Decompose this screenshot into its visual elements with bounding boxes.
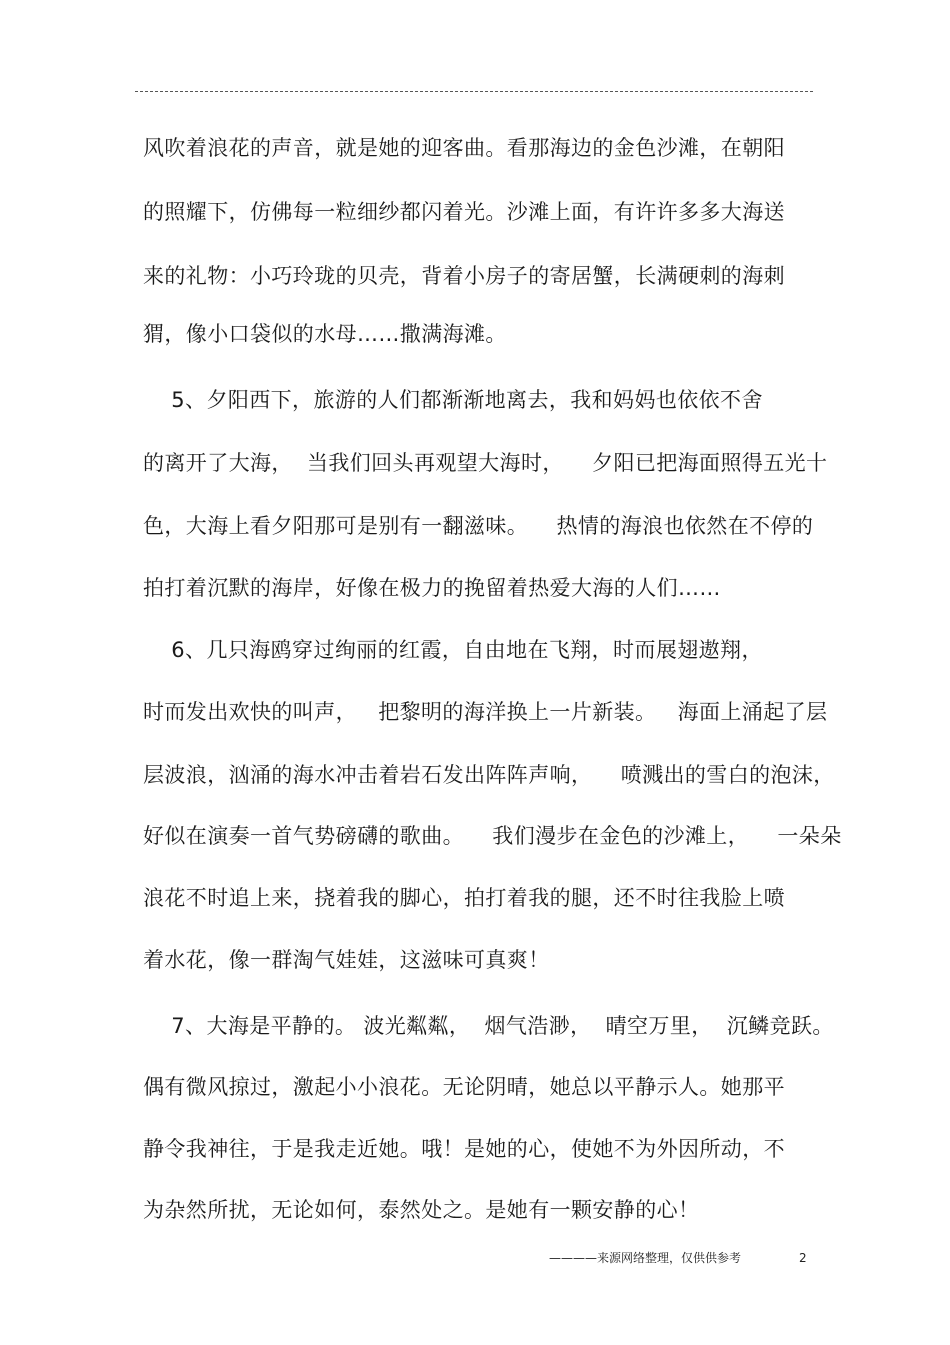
paragraph-line: 静令我神往，于是我走近她。哦！是她的心，使她不为外因所动，不	[143, 1137, 785, 1161]
header-divider	[135, 91, 813, 92]
paragraph-line: 5、夕阳西下，旅游的人们都渐渐地离去，我和妈妈也依依不舍	[143, 388, 763, 412]
paragraph-line: 6、几只海鸥穿过绚丽的红霞，自由地在飞翔，时而展翅遨翔，	[143, 638, 763, 662]
paragraph-line: 时而发出欢快的叫声， 把黎明的海洋换上一片新装。 海面上涌起了层	[143, 700, 828, 724]
paragraph-line: 浪花不时追上来，挠着我的脚心，拍打着我的腿，还不时往我脸上喷	[143, 886, 785, 910]
page-number: 2	[799, 1251, 807, 1265]
paragraph-line: 猬，像小口袋似的水母……撒满海滩。	[143, 322, 507, 346]
footer-source-note: ————来源网络整理，仅供供参考	[549, 1251, 742, 1265]
paragraph-line: 着水花，像一群淘气娃娃，这滋味可真爽！	[143, 948, 550, 972]
paragraph-line: 拍打着沉默的海岸，好像在极力的挽留着热爱大海的人们……	[143, 576, 721, 600]
paragraph-line: 层波浪，汹涌的海水冲击着岩石发出阵阵声响， 喷溅出的雪白的泡沫，	[143, 763, 835, 787]
paragraph-line: 的离开了大海， 当我们回头再观望大海时， 夕阳已把海面照得五光十	[143, 451, 828, 475]
paragraph-line: 偶有微风掠过，激起小小浪花。无论阴晴，她总以平静示人。她那平	[143, 1075, 785, 1099]
paragraph-line: 来的礼物：小巧玲珑的贝壳，背着小房子的寄居蟹，长满硬刺的海刺	[143, 264, 785, 288]
paragraph-line: 的照耀下，仿佛每一粒细纱都闪着光。沙滩上面，有许许多多大海送	[143, 200, 785, 224]
paragraph-line: 为杂然所扰，无论如何，泰然处之。是她有一颗安静的心！	[143, 1198, 700, 1222]
paragraph-line: 好似在演奏一首气势磅礴的歌曲。 我们漫步在金色的沙滩上， 一朵朵	[143, 824, 842, 848]
paragraph-line: 风吹着浪花的声音，就是她的迎客曲。看那海边的金色沙滩，在朝阳	[143, 136, 785, 160]
paragraph-line: 7、大海是平静的。 波光粼粼， 烟气浩渺， 晴空万里， 沉鳞竞跃。	[143, 1014, 834, 1038]
paragraph-line: 色，大海上看夕阳那可是别有一翻滋味。 热情的海浪也依然在不停的	[143, 514, 814, 538]
